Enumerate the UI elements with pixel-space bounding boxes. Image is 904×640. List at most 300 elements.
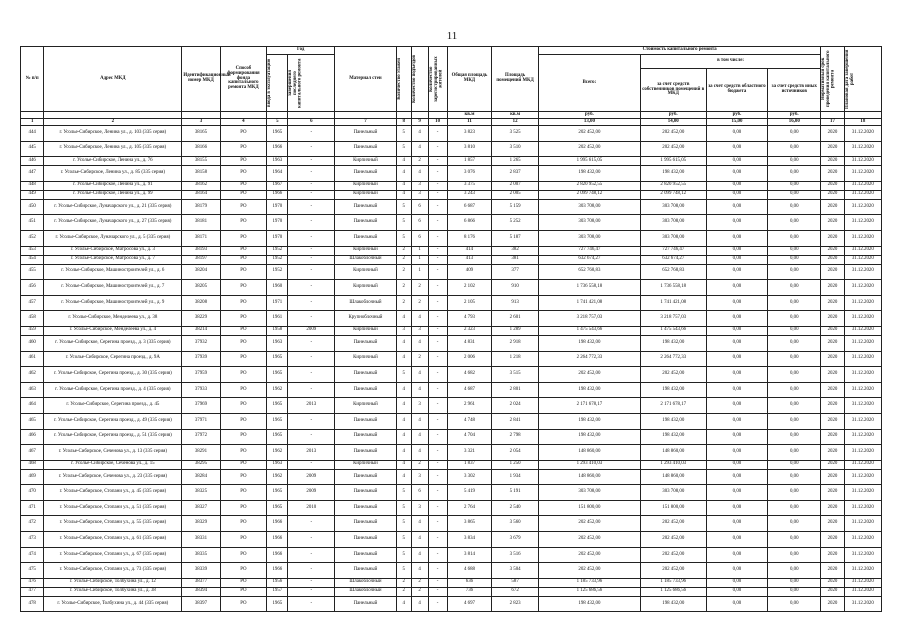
row-year-last-repair: -: [288, 547, 335, 563]
row-id: 38229: [182, 311, 220, 327]
row-year-last-repair: -: [288, 280, 335, 296]
row-id: 38284: [182, 469, 220, 485]
row-id: 37972: [182, 429, 220, 445]
row-owners-cost: 303 708,00: [640, 485, 706, 501]
row-other-cost: 0,00: [768, 500, 821, 516]
row-region-cost: 0,00: [706, 280, 768, 296]
col-year-last-repair: завершения последнего капитального ремонта: [288, 55, 335, 112]
row-number: 467: [21, 445, 44, 461]
row-premises-area: 5 252: [492, 215, 539, 231]
row-wall: Панельный: [335, 199, 397, 215]
row-plan-date: 31.12.2020: [844, 460, 881, 469]
row-fund: РО: [220, 578, 267, 587]
row-number: 458: [21, 311, 44, 327]
row-residents: -: [428, 255, 447, 264]
row-total-cost: 303 708,00: [538, 199, 640, 215]
row-address: г. Усолье-Сибирское, Сеченова ул., д. 15: [44, 460, 182, 469]
row-total-cost: 148 860,00: [538, 445, 640, 461]
row-region-cost: 0,00: [706, 157, 768, 166]
row-residents: -: [428, 190, 447, 199]
row-plan-date: 31.12.2020: [844, 126, 881, 142]
row-floors: 2: [396, 264, 411, 280]
row-norm-term: 2020: [821, 445, 844, 461]
row-wall: Панельный: [335, 166, 397, 182]
row-plan-date: 31.12.2020: [844, 141, 881, 157]
row-year-last-repair: -: [288, 367, 335, 383]
row-floors: 2: [396, 295, 411, 311]
row-norm-term: 2020: [821, 382, 844, 398]
row-id: 38291: [182, 445, 220, 461]
row-region-cost: 0,00: [706, 351, 768, 367]
row-number: 473: [21, 532, 44, 548]
row-entrances: 4: [411, 311, 428, 327]
row-owners-cost: 1 185 733,96: [640, 578, 706, 587]
col-wall: Материал стен: [335, 47, 397, 112]
row-premises-area: 3 504: [492, 563, 539, 579]
row-year-commission: 1970: [267, 215, 288, 231]
row-id: 38181: [182, 215, 220, 231]
row-total-cost: 202 452,00: [538, 563, 640, 579]
row-premises-area: 5 187: [492, 230, 539, 246]
row-fund: РО: [220, 126, 267, 142]
row-region-cost: 0,00: [706, 460, 768, 469]
row-address: г. Усолье-Сибирское, Серегина проезд., д. 51 (335 серия): [44, 429, 182, 445]
row-year-commission: 1967: [267, 181, 288, 190]
row-total-cost: 148 860,00: [538, 469, 640, 485]
row-other-cost: 0,00: [768, 382, 821, 398]
row-year-last-repair: -: [288, 264, 335, 280]
row-id: 38295: [182, 460, 220, 469]
row-total-area: 2 323: [447, 326, 492, 335]
row-total-cost: 3 218 757,03: [538, 311, 640, 327]
row-residents: -: [428, 157, 447, 166]
row-residents: -: [428, 382, 447, 398]
row-premises-area: 2 007: [492, 181, 539, 190]
row-fund: РО: [220, 413, 267, 429]
row-number: 444: [21, 126, 44, 142]
row-norm-term: 2020: [821, 516, 844, 532]
row-year-commission: 1965: [267, 413, 288, 429]
row-owners-cost: 2 264 772,33: [640, 351, 706, 367]
row-premises-area: 1 934: [492, 469, 539, 485]
row-residents: -: [428, 264, 447, 280]
row-address: г. Усолье-Сибирское, Машиностроителей ул., д. 7: [44, 280, 182, 296]
row-floors: 5: [396, 532, 411, 548]
row-fund: РО: [220, 326, 267, 335]
row-owners-cost: 151 800,00: [640, 500, 706, 516]
row-year-last-repair: -: [288, 166, 335, 182]
colnum-1: 1: [21, 119, 44, 126]
row-premises-area: 2 837: [492, 166, 539, 182]
row-other-cost: 0,00: [768, 429, 821, 445]
col-region: за счет средств областного бюджета: [706, 69, 768, 112]
row-norm-term: 2020: [821, 460, 844, 469]
row-wall: Кирпичный: [335, 157, 397, 166]
row-year-last-repair: -: [288, 199, 335, 215]
row-region-cost: 0,00: [706, 485, 768, 501]
row-owners-cost: 1 741 421,08: [640, 295, 706, 311]
row-floors: 4: [396, 398, 411, 414]
row-norm-term: 2020: [821, 335, 844, 351]
row-plan-date: 31.12.2020: [844, 311, 881, 327]
row-number: 462: [21, 367, 44, 383]
row-premises-area: 2 601: [492, 311, 539, 327]
row-entrances: 4: [411, 382, 428, 398]
row-residents: -: [428, 413, 447, 429]
row-entrances: 1: [411, 255, 428, 264]
table-row: [21, 547, 882, 563]
unit-rub-other: руб.: [768, 112, 821, 119]
row-number: 447: [21, 166, 44, 182]
row-id: 38158: [182, 166, 220, 182]
row-other-cost: 0,00: [768, 166, 821, 182]
row-id: 38335: [182, 547, 220, 563]
row-premises-area: 5 191: [492, 485, 539, 501]
row-norm-term: 2020: [821, 547, 844, 563]
row-total-cost: 198 432,00: [538, 335, 640, 351]
colnum-10: 10: [428, 119, 447, 126]
row-fund: РО: [220, 429, 267, 445]
row-plan-date: 31.12.2020: [844, 280, 881, 296]
row-year-last-repair: -: [288, 429, 335, 445]
row-region-cost: 0,00: [706, 398, 768, 414]
row-floors: 5: [396, 199, 411, 215]
row-id: 38162: [182, 181, 220, 190]
table-row: [21, 181, 882, 190]
row-entrances: 4: [411, 516, 428, 532]
row-total-cost: 202 452,00: [538, 516, 640, 532]
row-norm-term: 2020: [821, 367, 844, 383]
row-owners-cost: 198 432,00: [640, 382, 706, 398]
row-norm-term: 2020: [821, 500, 844, 516]
row-premises-area: 1 218: [492, 351, 539, 367]
row-fund: РО: [220, 295, 267, 311]
row-other-cost: 0,00: [768, 578, 821, 587]
table-row: [21, 460, 882, 469]
row-total-area: 636: [447, 578, 492, 587]
row-total-area: 4 682: [447, 367, 492, 383]
row-premises-area: 2 841: [492, 413, 539, 429]
row-norm-term: 2020: [821, 181, 844, 190]
row-address: г. Усолье-Сибирское, Толбухина ул., д. 12: [44, 578, 182, 587]
row-entrances: 4: [411, 126, 428, 142]
row-total-area: 3 823: [447, 126, 492, 142]
row-fund: РО: [220, 516, 267, 532]
row-owners-cost: 148 860,00: [640, 445, 706, 461]
row-fund: РО: [220, 190, 267, 199]
row-id: 38155: [182, 157, 220, 166]
row-owners-cost: 202 452,00: [640, 532, 706, 548]
col-year-commission: ввода в эксплуатацию: [267, 55, 288, 112]
row-id: 38331: [182, 532, 220, 548]
row-wall: Панельный: [335, 367, 397, 383]
row-entrances: 2: [411, 587, 428, 596]
row-entrances: 2: [411, 157, 428, 166]
row-floors: 4: [396, 596, 411, 612]
row-wall: Панельный: [335, 126, 397, 142]
row-year-commission: 1966: [267, 516, 288, 532]
row-total-area: 3 834: [447, 532, 492, 548]
row-residents: -: [428, 311, 447, 327]
row-address: г. Усолье-Сибирское, Стопани ул., д. 61 (335 серия): [44, 532, 182, 548]
row-total-cost: 1 293 410,03: [538, 460, 640, 469]
row-plan-date: 31.12.2020: [844, 382, 881, 398]
row-year-commission: 1962: [267, 445, 288, 461]
row-id: 38377: [182, 578, 220, 587]
row-owners-cost: 198 432,00: [640, 413, 706, 429]
row-year-commission: 1958: [267, 326, 288, 335]
table-row: [21, 280, 882, 296]
row-region-cost: 0,00: [706, 382, 768, 398]
row-total-cost: 198 432,00: [538, 382, 640, 398]
row-total-cost: 202 452,00: [538, 126, 640, 142]
row-residents: -: [428, 367, 447, 383]
row-number: 446: [21, 157, 44, 166]
row-year-last-repair: 2009: [288, 485, 335, 501]
row-total-cost: 202 452,00: [538, 547, 640, 563]
row-premises-area: 2 801: [492, 382, 539, 398]
row-other-cost: 0,00: [768, 199, 821, 215]
row-entrances: 4: [411, 596, 428, 612]
row-total-cost: 632 674,27: [538, 255, 640, 264]
row-premises-area: 2 024: [492, 398, 539, 414]
row-total-cost: 1 995 615,05: [538, 157, 640, 166]
row-fund: РО: [220, 166, 267, 182]
colnum-9: 9: [411, 119, 428, 126]
row-year-last-repair: -: [288, 563, 335, 579]
table-body: [21, 126, 882, 612]
row-plan-date: 31.12.2020: [844, 587, 881, 596]
row-other-cost: 0,00: [768, 532, 821, 548]
row-address: г. Усолье-Сибирское, Ленина ул., д. 76: [44, 157, 182, 166]
row-total-area: 2 961: [447, 398, 492, 414]
row-year-last-repair: -: [288, 516, 335, 532]
table-header: [21, 47, 882, 126]
row-number: 450: [21, 199, 44, 215]
colnum-8: 8: [396, 119, 411, 126]
row-fund: РО: [220, 469, 267, 485]
row-total-area: 1 837: [447, 460, 492, 469]
row-year-last-repair: -: [288, 230, 335, 246]
row-fund: РО: [220, 563, 267, 579]
colnum-13: 13,00: [538, 119, 640, 126]
row-total-cost: 727 746,47: [538, 246, 640, 255]
row-floors: 5: [396, 547, 411, 563]
row-premises-area: 382: [492, 246, 539, 255]
row-fund: РО: [220, 264, 267, 280]
row-norm-term: 2020: [821, 199, 844, 215]
row-owners-cost: 1 475 543,66: [640, 326, 706, 335]
row-norm-term: 2020: [821, 532, 844, 548]
row-year-commission: 1962: [267, 469, 288, 485]
row-year-last-repair: -: [288, 181, 335, 190]
table-row: [21, 500, 882, 516]
row-year-commission: 1957: [267, 587, 288, 596]
row-region-cost: 0,00: [706, 255, 768, 264]
row-address: г. Усолье-Сибирское, Менделеева ул., д. 4: [44, 326, 182, 335]
row-number: 477: [21, 587, 44, 596]
row-year-commission: 1963: [267, 460, 288, 469]
row-total-cost: 303 708,00: [538, 485, 640, 501]
row-residents: -: [428, 578, 447, 587]
row-wall: Кирпичный: [335, 351, 397, 367]
colnum-6: 6: [288, 119, 335, 126]
row-address: г. Усолье-Сибирское, Сеченова ул., д. 13 (335 серия): [44, 445, 182, 461]
table-row: [21, 215, 882, 231]
row-year-last-repair: -: [288, 255, 335, 264]
row-year-last-repair: -: [288, 141, 335, 157]
row-total-area: 3 814: [447, 547, 492, 563]
row-wall: Кирпичный: [335, 181, 397, 190]
row-owners-cost: 303 708,00: [640, 230, 706, 246]
row-year-commission: 1966: [267, 563, 288, 579]
row-year-commission: 1963: [267, 335, 288, 351]
row-plan-date: 31.12.2020: [844, 326, 881, 335]
row-fund: РО: [220, 382, 267, 398]
row-floors: 2: [396, 246, 411, 255]
row-residents: -: [428, 351, 447, 367]
row-address: г. Усолье-Сибирское, Машиностроителей ул., д. 6: [44, 264, 182, 280]
row-residents: -: [428, 445, 447, 461]
row-other-cost: 0,00: [768, 246, 821, 255]
table-row: [21, 398, 882, 414]
row-year-commission: 1965: [267, 398, 288, 414]
row-number: 468: [21, 460, 44, 469]
row-total-area: 6 687: [447, 199, 492, 215]
row-premises-area: 672: [492, 587, 539, 596]
row-owners-cost: 1 125 686,56: [640, 587, 706, 596]
row-entrances: 3: [411, 469, 428, 485]
row-entrances: 6: [411, 230, 428, 246]
row-address: г. Усолье-Сибирское, Серегина проезд., д. 30 (335 серия): [44, 367, 182, 383]
row-other-cost: 0,00: [768, 181, 821, 190]
row-number: 465: [21, 413, 44, 429]
row-residents: -: [428, 563, 447, 579]
row-fund: РО: [220, 181, 267, 190]
table-row: [21, 255, 882, 264]
row-owners-cost: 652 768,83: [640, 264, 706, 280]
row-plan-date: 31.12.2020: [844, 532, 881, 548]
row-plan-date: 31.12.2020: [844, 578, 881, 587]
row-address: г. Усолье-Сибирское, Стопани ул., д. 51 (335 серия): [44, 500, 182, 516]
row-total-cost: 303 708,00: [538, 215, 640, 231]
row-wall: Панельный: [335, 469, 397, 485]
row-floors: 5: [396, 141, 411, 157]
row-residents: -: [428, 166, 447, 182]
row-residents: -: [428, 295, 447, 311]
row-owners-cost: 1 293 410,03: [640, 460, 706, 469]
row-entrances: 3: [411, 398, 428, 414]
row-fund: РО: [220, 311, 267, 327]
row-total-cost: 198 432,00: [538, 166, 640, 182]
row-residents: -: [428, 547, 447, 563]
row-residents: -: [428, 126, 447, 142]
row-region-cost: 0,00: [706, 181, 768, 190]
table-row: [21, 596, 882, 612]
row-norm-term: 2020: [821, 230, 844, 246]
row-wall: Панельный: [335, 413, 397, 429]
row-total-cost: 2 264 772,33: [538, 351, 640, 367]
row-year-commission: 1965: [267, 485, 288, 501]
row-number: 476: [21, 578, 44, 587]
row-norm-term: 2020: [821, 215, 844, 231]
row-fund: РО: [220, 215, 267, 231]
row-region-cost: 0,00: [706, 141, 768, 157]
colnum-14: 14,00: [640, 119, 706, 126]
row-address: г. Усолье-Сибирское, Серегина проезд., д. 3 (335 серия): [44, 335, 182, 351]
row-total-area: 4 688: [447, 563, 492, 579]
row-address: г. Усолье-Сибирское, Матросова ул., д. 7: [44, 255, 182, 264]
row-entrances: 4: [411, 141, 428, 157]
row-number: 472: [21, 516, 44, 532]
row-wall: Панельный: [335, 547, 397, 563]
row-address: г. Усолье-Сибирское, Ленина ул., д. 85 (335 серия): [44, 166, 182, 182]
row-id: 38325: [182, 485, 220, 501]
row-plan-date: 31.12.2020: [844, 547, 881, 563]
row-premises-area: 3 679: [492, 532, 539, 548]
row-plan-date: 31.12.2020: [844, 157, 881, 166]
row-owners-cost: 202 452,00: [640, 516, 706, 532]
row-total-cost: 202 452,00: [538, 532, 640, 548]
row-total-area: 3 243: [447, 190, 492, 199]
row-id: 38164: [182, 190, 220, 199]
row-year-last-repair: -: [288, 587, 335, 596]
col-norm-term: Нормативный срок проведения капитального ремонта: [821, 47, 844, 112]
row-total-cost: 202 452,00: [538, 141, 640, 157]
row-plan-date: 31.12.2020: [844, 500, 881, 516]
row-wall: Панельный: [335, 485, 397, 501]
unit-rub-total: руб.: [538, 112, 640, 119]
row-owners-cost: 202 452,00: [640, 367, 706, 383]
row-owners-cost: 303 708,00: [640, 215, 706, 231]
col-plan-date: Плановая дата завершения работ: [844, 47, 881, 112]
row-year-commission: 1970: [267, 230, 288, 246]
row-entrances: 1: [411, 264, 428, 280]
row-premises-area: 3 516: [492, 547, 539, 563]
colnum-12: 12: [492, 119, 539, 126]
row-owners-cost: 202 452,00: [640, 126, 706, 142]
row-owners-cost: 727 746,47: [640, 246, 706, 255]
row-residents: -: [428, 500, 447, 516]
row-premises-area: 2 918: [492, 335, 539, 351]
row-id: 37933: [182, 382, 220, 398]
row-fund: РО: [220, 587, 267, 596]
row-total-cost: 1 741 421,08: [538, 295, 640, 311]
row-residents: -: [428, 532, 447, 548]
row-wall: Панельный: [335, 516, 397, 532]
row-wall: Шлакоблочный: [335, 578, 397, 587]
row-other-cost: 0,00: [768, 335, 821, 351]
row-premises-area: 1 289: [492, 326, 539, 335]
row-norm-term: 2020: [821, 398, 844, 414]
row-year-last-repair: 2009: [288, 326, 335, 335]
row-year-last-repair: 2013: [288, 398, 335, 414]
row-floors: 4: [396, 351, 411, 367]
row-total-cost: 198 432,00: [538, 429, 640, 445]
row-wall: Панельный: [335, 563, 397, 579]
row-wall: Шлакоблочный: [335, 295, 397, 311]
repair-plan-table: [20, 46, 882, 612]
row-floors: 5: [396, 500, 411, 516]
unit-area-premises: кв.м: [492, 112, 539, 119]
row-residents: -: [428, 230, 447, 246]
row-year-commission: 1970: [267, 199, 288, 215]
row-total-area: 4 704: [447, 429, 492, 445]
row-owners-cost: 202 452,00: [640, 563, 706, 579]
row-year-commission: 1952: [267, 246, 288, 255]
row-id: 38327: [182, 500, 220, 516]
col-n: № п/п: [21, 47, 44, 112]
